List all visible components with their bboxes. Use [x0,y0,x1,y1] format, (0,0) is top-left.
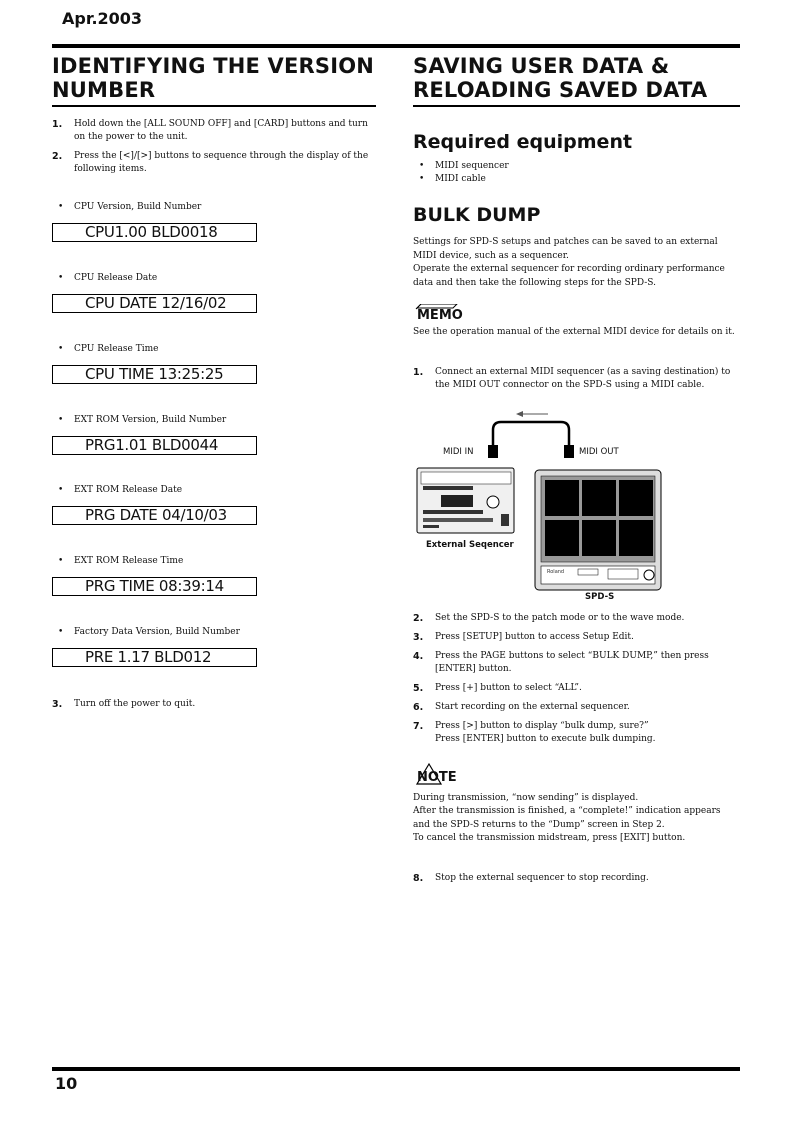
connection-diagram [413,406,740,602]
lcd-display: CPU DATE 12/16/02 [52,294,257,313]
version-label: • EXT ROM Version, Build Number [52,414,257,427]
roland-logo: Roland [547,568,565,575]
step-item: 3. Press [SETUP] button to access Setup Edit. [413,631,634,643]
step-item: 3. Turn off the power to quit. [52,699,196,710]
bulk-dump-para: Settings for SPD-S setups and patches can be saved to an external MIDI device, such as a sequencer. [413,237,718,261]
step-item: 1. Hold down the [ALL SOUND OFF] and [CARD] buttons and turn on the power to the unit. [52,119,368,142]
note-text: To cancel the transmission midstream, press [EXIT] button. [413,833,686,843]
note-text: During transmission, “now sending” is displayed. [413,792,639,803]
step-item: 7. Press [>] button to display “bulk dump, sure?” Press [ENTER] button to execute bulk dumping. [413,720,656,744]
lcd-display: PRG DATE 04/10/03 [52,506,257,525]
footer-rule [52,1067,740,1071]
required-equipment-heading: Required equipment [413,131,633,153]
version-list [52,182,376,710]
midi-out-label: MIDI OUT [579,446,619,457]
left-column [52,54,376,710]
version-label: • EXT ROM Release Time [52,555,257,568]
version-item [52,626,257,667]
lcd-display: CPU TIME 13:25:25 [52,365,257,384]
page-number: 10 [55,1074,78,1093]
header-date: Apr.2003 [62,9,143,28]
title-line-2: RELOADING SAVED DATA [413,78,708,102]
step-item: 8. Stop the external sequencer to stop recording. [413,872,649,884]
step-item: 4. Press the PAGE buttons to select “BULK DUMP,” then press [ENTER] button. [413,650,709,674]
spd-s-label: SPD-S [585,591,615,602]
lcd-display: CPU1.00 BLD0018 [52,223,257,242]
version-label: • CPU Release Date [52,272,257,285]
equipment-list [413,160,740,186]
title-line-2: NUMBER [52,78,156,102]
midi-in-label: MIDI IN [443,446,474,457]
lcd-display: PRE 1.17 BLD012 [52,648,257,667]
version-steps [52,118,376,176]
memo-text: See the operation manual of the external MIDI device for details on it. [413,327,735,337]
title-line-1: SAVING USER DATA & [413,54,670,78]
step-item: 2. Press the [<]/[>] buttons to sequence through the display of the following items. [52,151,369,174]
version-item [52,555,257,596]
signal-arrow-head [516,411,523,417]
bulk-dump-heading: BULK DUMP [413,204,541,226]
note-text: After the transmission is finished, a “complete!” indication appears and the SPD-S returns to the “Dump” screen in Step 2. [413,806,721,830]
bulk-dump-para: Operate the external sequencer for recording ordinary performance data and then take the following steps for the SPD-S. [413,264,725,288]
step-item: 1. Connect an external MIDI sequencer (as a saving destination) to the MIDI OUT connector on the SPD-S using a MIDI cable. [413,366,731,390]
step-item: 2. Set the SPD-S to the patch mode or to the wave mode. [413,612,685,624]
version-item [52,484,257,525]
version-item [52,272,257,313]
lcd-display: PRG1.01 BLD0044 [52,436,257,455]
version-label: • CPU Version, Build Number [52,201,257,214]
version-label: • EXT ROM Release Date [52,484,257,497]
plug-right [564,445,574,458]
list-item: • MIDI cable [413,173,740,186]
version-item [52,414,257,455]
version-label: • CPU Release Time [52,343,257,356]
note-label: NOTE [417,769,457,785]
title-line-1: IDENTIFYING THE VERSION [52,54,375,78]
memo-label: MEMO [417,308,463,323]
version-label: • Factory Data Version, Build Number [52,626,257,639]
bulk-dump-steps [413,612,740,746]
lcd-display: PRG TIME 08:39:14 [52,577,257,596]
section-title-saving [413,54,740,107]
note-icon [413,768,740,792]
memo-icon [413,306,740,326]
step-item: 6. Start recording on the external sequencer. [413,701,630,713]
sequencer-device [417,468,514,533]
external-sequencer-label: External Seqencer [426,539,514,550]
diagram-graphic [413,406,740,596]
header-rule [52,44,740,48]
version-item [52,343,257,384]
step-item: 5. Press [+] button to select “ALL”. [413,682,582,694]
section-title-version [52,54,376,107]
right-column [413,54,740,891]
plug-left [488,445,498,458]
version-item [52,201,257,242]
midi-cable [493,422,569,446]
list-item: • MIDI sequencer [413,160,740,173]
